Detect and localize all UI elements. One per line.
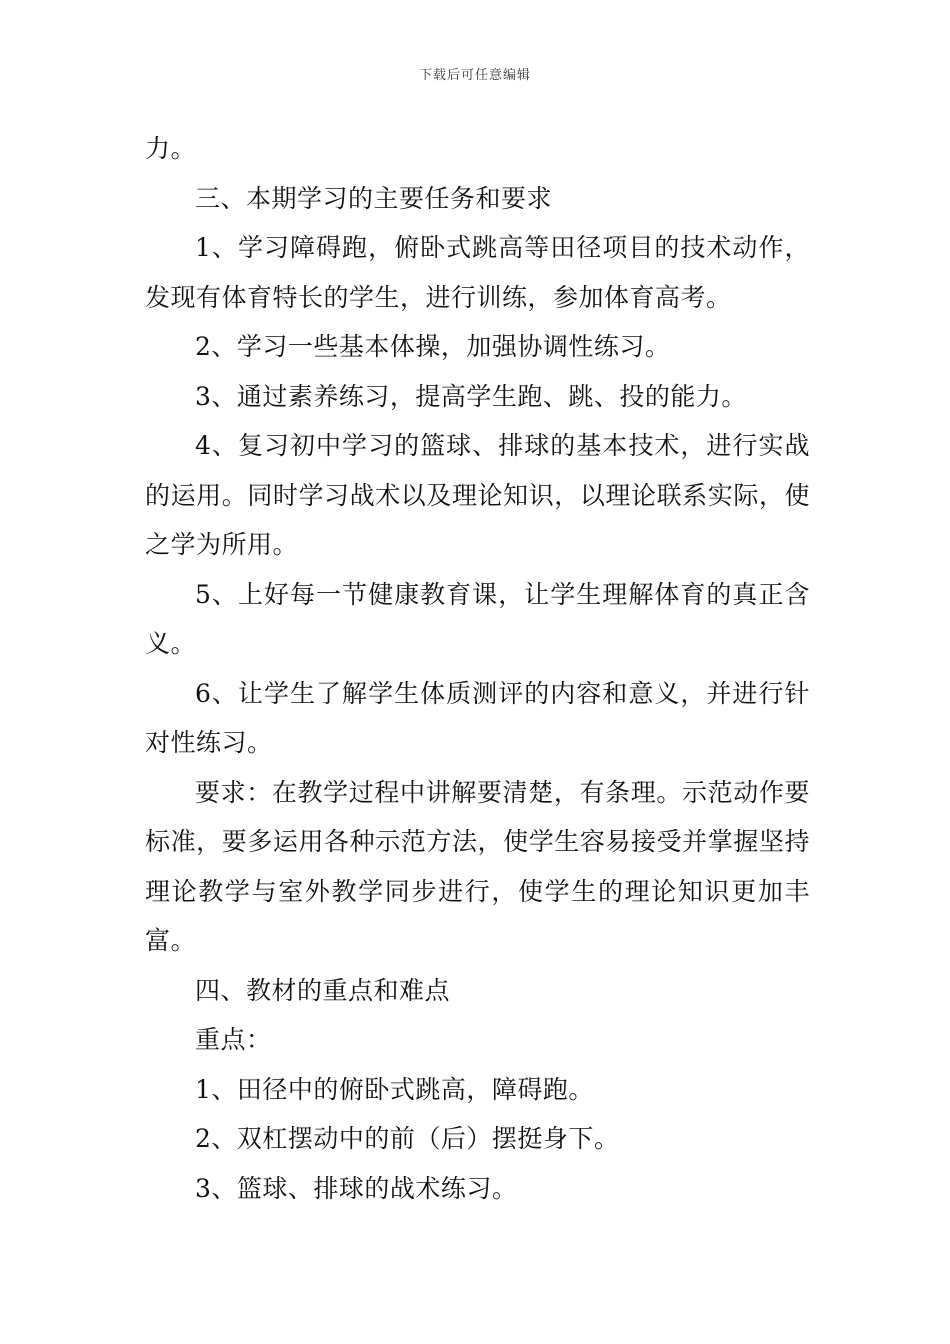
list-item: 5、上好每一节健康教育课，让学生理解体育的真正含义。 <box>145 579 810 658</box>
list-item: 3、篮球、排球的战术练习。 <box>195 1173 518 1203</box>
list-item: 1、学习障碍跑，俯卧式跳高等田径项目的技术动作，发现有体育特长的学生，进行训练，参加体育高考。 <box>145 233 810 312</box>
page-header: 下载后可任意编辑 <box>418 68 531 83</box>
list-item: 4、复习初中学习的篮球、排球的基本技术，进行实战的运用。同时学习战术以及理论知识，以理论联系实际，使之学为所用。 <box>145 431 810 559</box>
list-item: 3、通过素养练习，提高学生跑、跳、投的能力。 <box>195 381 747 411</box>
requirements-paragraph: 要求：在教学过程中讲解要清楚，有条理。示范动作要标准，要多运用各种示范方法，使学生容易接受并掌握坚持理论教学与室外教学同步进行，使学生的理论知识更加丰富。 <box>145 777 810 955</box>
section-heading-tasks: 三、本期学习的主要任务和要求 <box>195 183 553 213</box>
list-item: 2、双杠摆动中的前（后）摆挺身下。 <box>195 1124 620 1153</box>
list-item: 2、学习一些基本体操，加强协调性练习。 <box>195 332 671 361</box>
list-item: 6、让学生了解学生体质测评的内容和意义，并进行针对性练习。 <box>145 678 810 757</box>
list-item: 1、田径中的俯卧式跳高，障碍跑。 <box>195 1074 594 1104</box>
section-heading-key-points: 四、教材的重点和难点 <box>195 975 451 1005</box>
paragraph-continuation: 力。 <box>145 134 197 163</box>
subheading-key-points: 重点： <box>195 1025 272 1054</box>
document-body <box>145 124 810 1213</box>
